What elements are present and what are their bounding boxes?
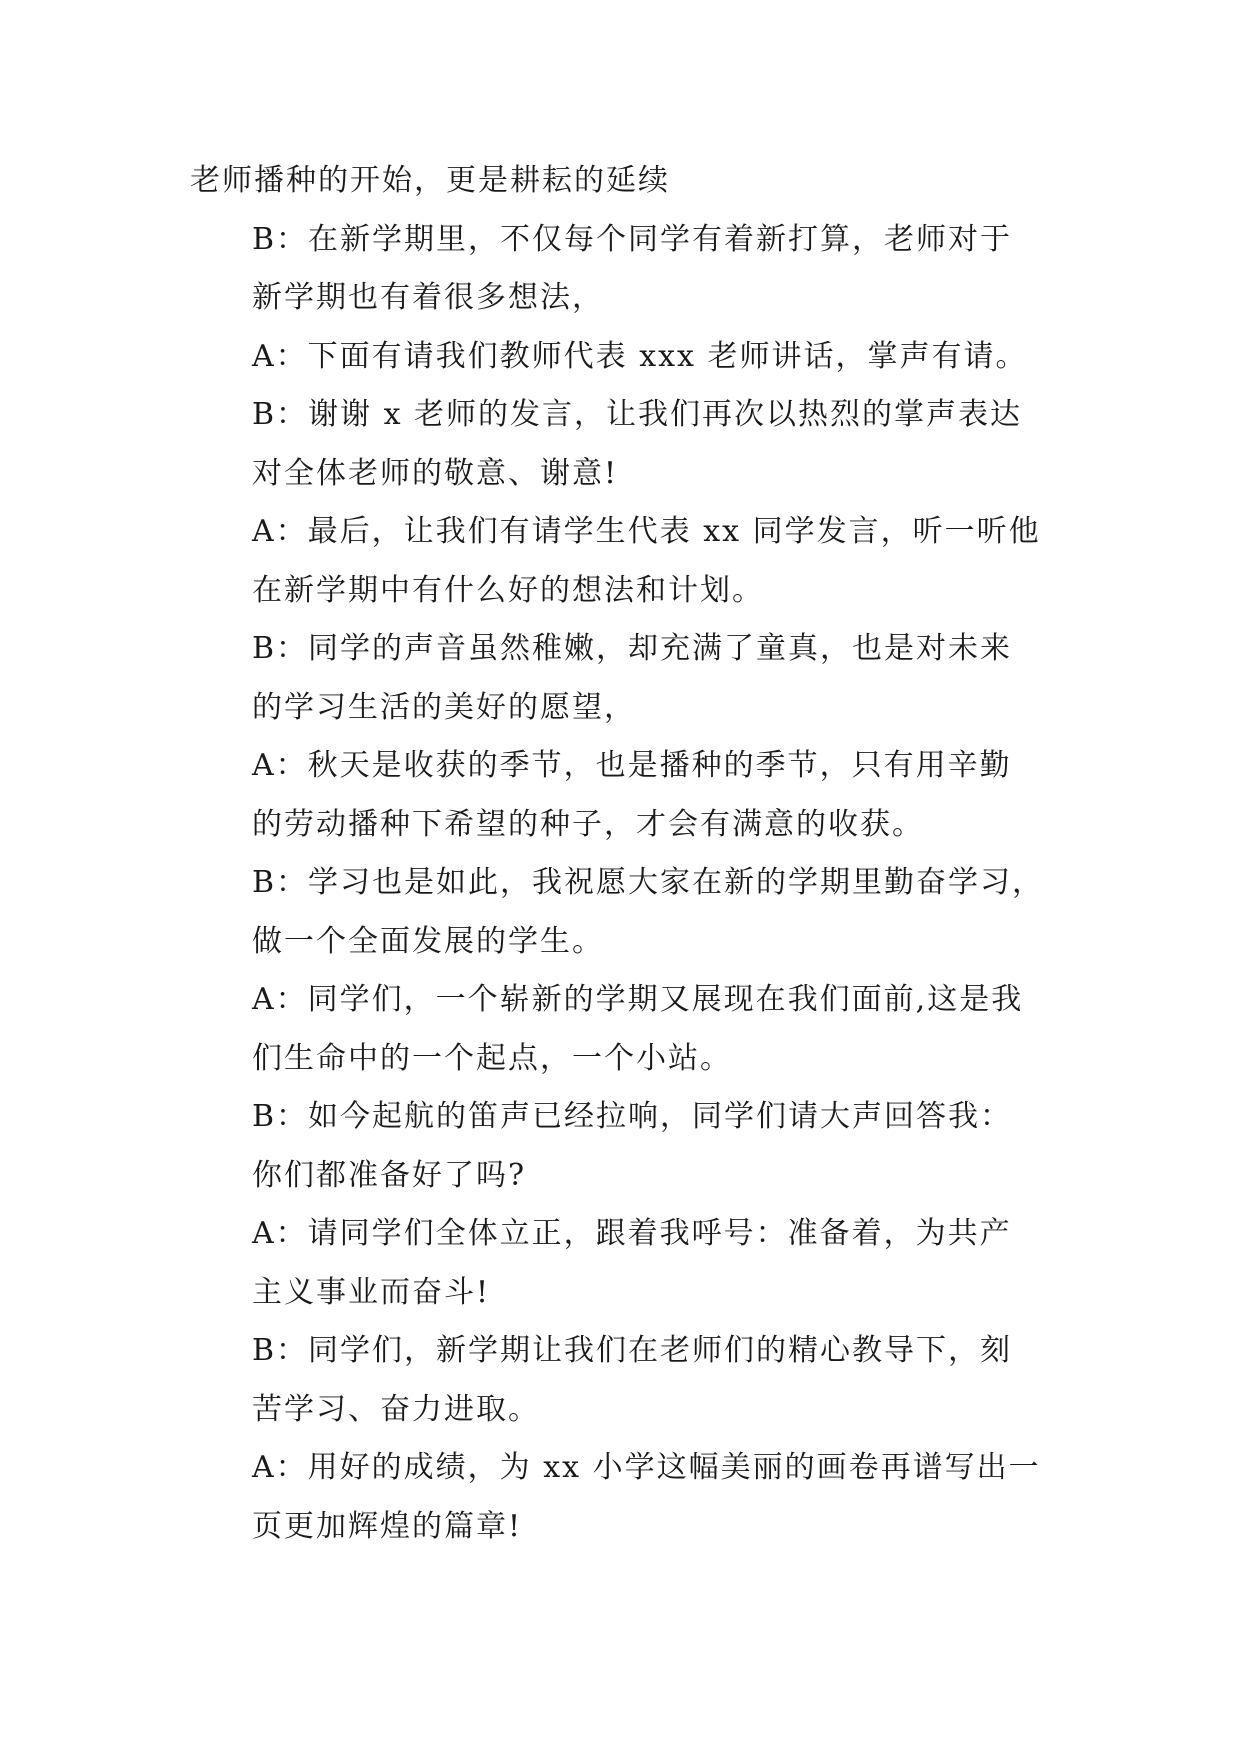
paragraph-line: A：下面有请我们教师代表 xxx 老师讲话，掌声有请。: [252, 338, 1028, 374]
paragraph-line: 页更加辉煌的篇章!: [252, 1508, 523, 1544]
paragraph-line: B：谢谢 x 老师的发言，让我们再次以热烈的掌声表达: [252, 397, 1023, 432]
script-paragraph: [190, 620, 1056, 737]
paragraph-line: B：学习也是如此，我祝愿大家在新的学期里勤奋学习，: [252, 865, 1045, 900]
paragraph-line: B：同学的声音虽然稚嫩，却充满了童真，也是对未来: [252, 631, 1013, 666]
paragraph-line: A：同学们，一个崭新的学期又展现在我们面前,这是我: [252, 982, 1024, 1017]
script-paragraph: [190, 1205, 1056, 1322]
paragraph-line: 对全体老师的敬意、谢意!: [252, 455, 619, 491]
script-paragraph: [190, 1439, 1056, 1556]
paragraph-line: 做一个全面发展的学生。: [252, 923, 604, 959]
script-paragraph: [190, 854, 1056, 971]
paragraph-line: 在新学期中有什么好的想法和计划。: [252, 572, 764, 608]
paragraph-line: 你们都准备好了吗?: [252, 1157, 527, 1193]
paragraph-line: 老师播种的开始，更是耕耘的延续: [190, 163, 670, 198]
script-paragraph: [190, 503, 1056, 620]
script-paragraph: [190, 386, 1056, 503]
script-paragraph: [190, 152, 1056, 211]
script-paragraph: [190, 1088, 1056, 1205]
paragraph-line: 主义事业而奋斗!: [252, 1274, 491, 1310]
paragraph-line: B：同学们，新学期让我们在老师们的精心教导下，刻: [252, 1333, 1013, 1368]
script-paragraph: [190, 971, 1056, 1088]
paragraph-line: A：最后，让我们有请学生代表 xx 同学发言，听一听他: [252, 514, 1041, 549]
paragraph-line: B：如今起航的笛声已经拉响，同学们请大声回答我：: [252, 1099, 1013, 1134]
paragraph-line: 苦学习、奋力进取。: [252, 1391, 540, 1427]
paragraph-line: A：秋天是收获的季节，也是播种的季节，只有用辛勤: [252, 748, 1012, 783]
paragraph-line: 们生命中的一个起点，一个小站。: [252, 1040, 732, 1076]
script-paragraph: [190, 211, 1056, 328]
script-paragraph: [190, 737, 1056, 854]
script-paragraph: [190, 328, 1056, 387]
paragraph-line: 的学习生活的美好的愿望，: [252, 689, 636, 725]
script-paragraph: [190, 1322, 1056, 1439]
paragraph-line: A：请同学们全体立正，跟着我呼号：准备着，为共产: [252, 1216, 1012, 1251]
document-body: [190, 152, 1056, 1556]
paragraph-line: B：在新学期里，不仅每个同学有着新打算，老师对于: [252, 221, 1013, 257]
paragraph-line: 的劳动播种下希望的种子，才会有满意的收获。: [252, 806, 924, 842]
paragraph-line: A：用好的成绩，为 xx 小学这幅美丽的画卷再谱写出一: [252, 1450, 1041, 1485]
paragraph-line: 新学期也有着很多想法，: [252, 280, 604, 315]
